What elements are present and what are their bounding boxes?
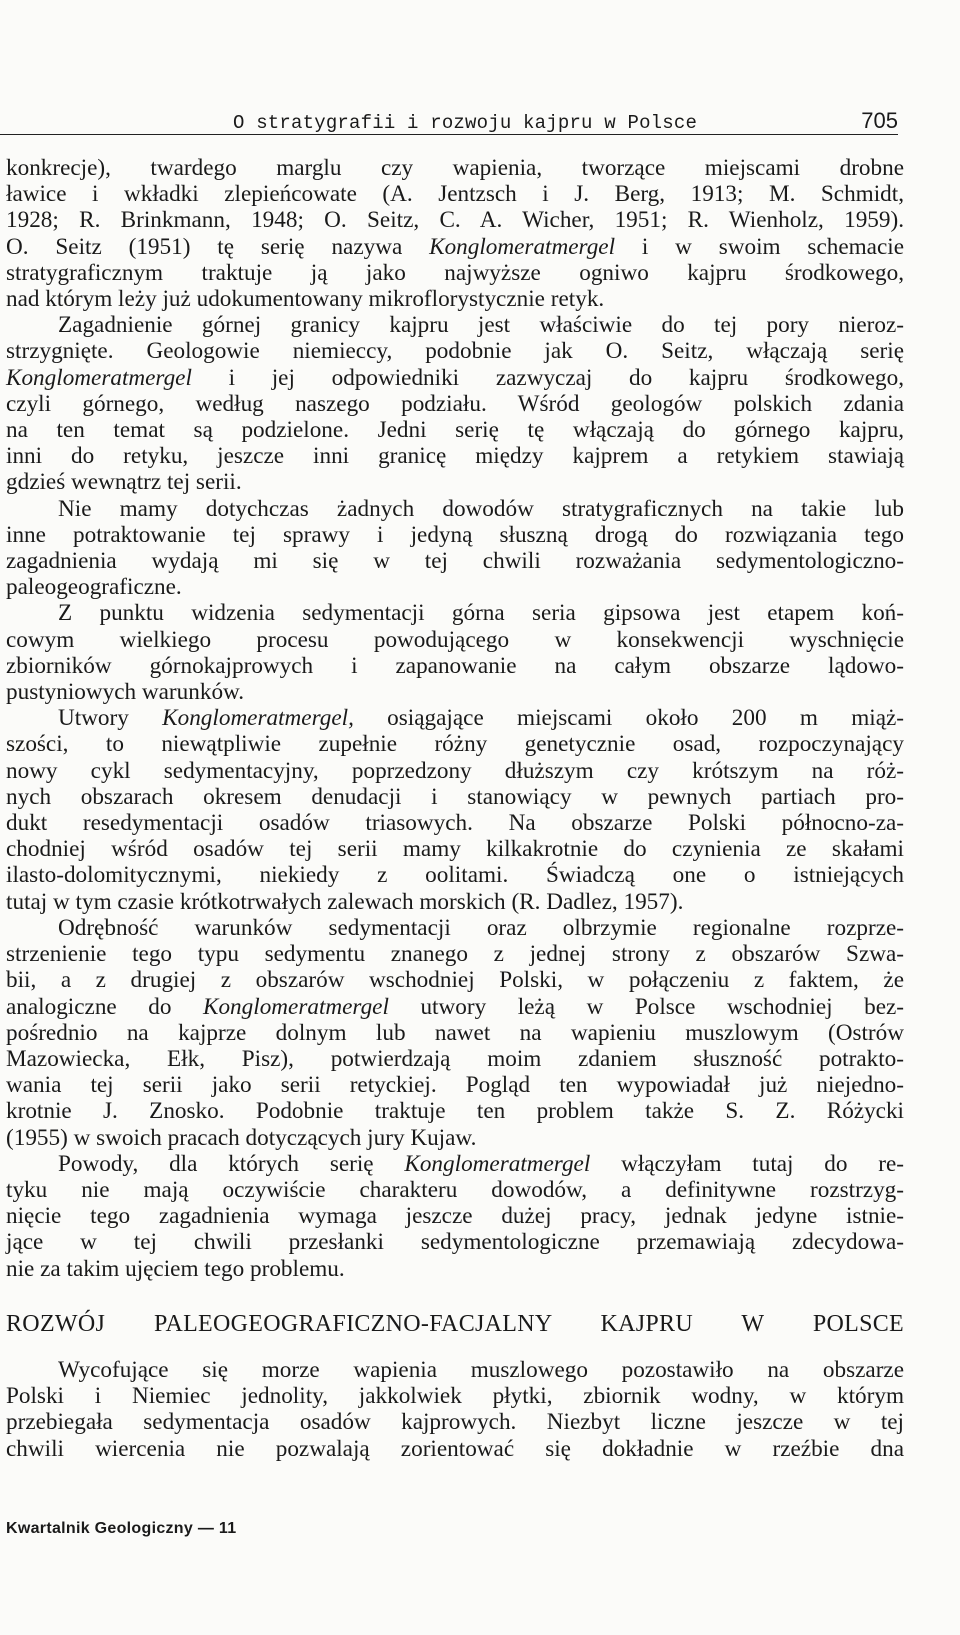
text-line	[6, 181, 904, 207]
text-segment: Zagadnienie górnej granicy kajpru jest właściwie do tej pory nieroz-	[58, 312, 904, 339]
text-line	[6, 260, 904, 286]
text-line	[6, 941, 904, 967]
text-line	[6, 234, 904, 260]
italic-term: Konglomeratmergel	[404, 1150, 591, 1177]
running-header	[0, 98, 898, 135]
text-line	[6, 1151, 904, 1177]
text-segment: (1955) w swoich pracach dotyczących jury Kujaw.	[6, 1124, 477, 1151]
text-segment: krotnie J. Znosko. Podobnie traktuje ten problem także S. Z. Różycki	[6, 1098, 904, 1125]
text-segment: pośrednio na kajprze dolnym lub nawet na wapieniu muszlowym (Ostrów	[6, 1019, 904, 1046]
text-segment: zagadnienia wydają mi się w tej chwili rozważania sedymentologiczno-	[6, 548, 904, 575]
italic-term: Konglomeratmergel,	[162, 705, 354, 732]
section-text	[6, 1357, 904, 1462]
text-segment: analogiczne do	[6, 993, 203, 1020]
text-line	[6, 915, 904, 941]
text-segment: Utwory	[58, 705, 163, 732]
text-segment: ławice i wkładki zlepieńcowate (A. Jentzsch i J. Berg, 1913; M. Schmidt,	[6, 181, 904, 208]
text-segment: strzenienie tego typu sedymentu znanego z jednej strony z obszarów Szwa-	[6, 941, 904, 968]
text-line	[6, 889, 904, 915]
text-segment: strzygnięte. Geologowie niemieccy, podobnie jak O. Seitz, włączają serię	[6, 338, 904, 365]
paragraph	[6, 155, 904, 312]
text-line	[6, 155, 904, 181]
text-line	[6, 286, 904, 312]
text-line	[6, 1203, 904, 1229]
text-line	[6, 391, 904, 417]
text-segment: szości, to niewątpliwie zupełnie różny genetycznie osad, rozpoczynający	[6, 731, 904, 758]
text-line	[6, 679, 904, 705]
text-segment: ilasto-dolomitycznymi, niekiedy z oolitami. Świadczą one o istniejących	[6, 862, 904, 889]
text-line	[6, 338, 904, 364]
text-segment: konkrecje), twardego marglu czy wapienia, tworzące miejscami drobne	[6, 155, 904, 181]
text-segment: i jej odpowiedniki zazwyczaj do kajpru środkowego,	[191, 364, 904, 391]
text-line	[6, 1072, 904, 1098]
text-line: chwili wiercenia nie pozwalają zorientować się dokładnie w rzeźbie dna	[6, 1435, 904, 1462]
body-text	[6, 155, 904, 1282]
text-line	[6, 443, 904, 469]
text-line	[6, 862, 904, 888]
text-line	[6, 967, 904, 993]
text-segment: pustyniowych warunków.	[6, 679, 245, 706]
text-segment: Z punktu widzenia sedymentacji górna seria gipsowa jest etapem koń-	[58, 600, 904, 627]
paragraph	[6, 915, 904, 1151]
text-line	[6, 1046, 904, 1072]
text-line	[6, 758, 904, 784]
paragraph	[6, 496, 904, 601]
text-segment: nych obszarach okresem denudacji i stanowiący w pewnych partiach pro-	[6, 783, 904, 810]
italic-term: Konglomeratmergel	[6, 364, 192, 391]
text-segment: 1928; R. Brinkmann, 1948; O. Seitz, C. A. Wicher, 1951; R. Wienholz, 1959).	[6, 207, 904, 234]
text-line	[6, 705, 904, 731]
text-line	[6, 496, 904, 522]
text-segment: stratygraficznym traktuje ją jako najwyższe ogniwo kajpru środkowego,	[6, 259, 904, 286]
text-line	[6, 312, 904, 338]
text-segment: dukt resedymentacji osadów triasowych. Na obszarze Polski północno-za-	[6, 810, 904, 837]
text-segment: paleogeograficzne.	[6, 574, 182, 601]
paragraph	[6, 705, 904, 915]
text-line	[6, 1177, 904, 1203]
text-segment: tutaj w tym czasie krótkotrwałych zalewach morskich (R. Dadlez, 1957).	[6, 888, 684, 915]
text-line	[6, 417, 904, 443]
text-segment: Mazowiecka, Ełk, Pisz), potwierdzają moim zdaniem słuszność potrakto-	[6, 1045, 904, 1072]
paragraph	[6, 600, 904, 705]
text-line	[6, 1125, 904, 1151]
italic-term: Konglomeratmergel	[203, 993, 389, 1020]
text-segment: inne potraktowanie tej sprawy i jedyną słuszną drogą do rozwiązania tego	[6, 521, 904, 548]
text-line	[6, 810, 904, 836]
text-line	[6, 207, 904, 233]
text-segment: Nie mamy dotychczas żadnych dowodów stratygraficznych na takie lub	[58, 495, 904, 522]
text-line	[6, 994, 904, 1020]
text-line: Polski i Niemiec jednolity, jakkolwiek płytki, zbiornik wodny, w którym	[6, 1383, 904, 1410]
text-segment: cowym wielkiego procesu powodującego w konsekwencji wyschnięcie	[6, 626, 904, 653]
text-segment: Odrębność warunków sedymentacji oraz olbrzymie regionalne rozprze-	[58, 914, 904, 941]
text-line	[6, 548, 904, 574]
text-segment: zbiorników górnokajprowych i zapanowanie na całym obszarze lądowo-	[6, 652, 904, 679]
text-line	[6, 574, 904, 600]
paragraph	[6, 1151, 904, 1282]
text-line	[6, 836, 904, 862]
text-segment: O. Seitz (1951) tę serię nazywa	[6, 233, 430, 260]
text-line: przebiegała sedymentacja osadów kajprowych. Niezbyt liczne jeszcze w tej	[6, 1409, 904, 1436]
text-line	[6, 1256, 904, 1282]
text-segment: włączyłam tutaj do re-	[590, 1150, 904, 1177]
text-segment: nięcie tego zagadnienia wymaga jeszcze dużej pracy, jednak jedyne istnie-	[6, 1203, 904, 1230]
text-segment: nad którym leży już udokumentowany mikroflorystycznie retyk.	[6, 286, 605, 313]
text-segment: Powody, dla których serię	[58, 1150, 405, 1177]
text-line	[6, 653, 904, 679]
text-line	[6, 600, 904, 626]
text-line	[6, 522, 904, 548]
italic-term: Konglomeratmergel	[429, 233, 616, 260]
text-segment: wania tej serii jako serii retyckiej. Pogląd ten wypowiadał już niejedno-	[6, 1072, 904, 1099]
section-heading: ROZWÓJ PALEOGEOGRAFICZNO-FACJALNY KAJPRU W POLSCE	[6, 1311, 904, 1337]
text-line	[6, 469, 904, 495]
text-segment: nowy cykl sedymentacyjny, poprzedzony dłuższym czy krótszym na róż-	[6, 757, 904, 784]
text-line	[6, 1229, 904, 1255]
text-segment: gdzieś wewnątrz tej serii.	[6, 469, 242, 496]
page-number: 705	[861, 108, 898, 133]
text-line: Wycofujące się morze wapienia muszlowego pozostawiło na obszarze	[58, 1357, 904, 1383]
text-segment: i w swoim schemacie	[615, 233, 904, 260]
text-line	[6, 1020, 904, 1046]
text-line	[6, 784, 904, 810]
text-line	[6, 627, 904, 653]
text-segment: czyli górnego, według naszego podziału. Wśród geologów polskich zdania	[6, 390, 904, 417]
text-segment: tyku nie mają oczywiście charakteru dowodów, a definitywne rozstrzyg-	[6, 1176, 904, 1203]
text-segment: bii, a z drugiej z obszarów wschodniej Polski, w połączeniu z faktem, że	[6, 967, 904, 994]
text-line	[6, 731, 904, 757]
text-segment: na ten temat są podzielone. Jedni serię tę włączają do górnego kajpru,	[6, 417, 904, 444]
journal-footer: Kwartalnik Geologiczny — 11	[6, 1520, 237, 1537]
text-line	[6, 1098, 904, 1124]
text-segment: jące w tej chwili przesłanki sedymentologiczne przemawiają zdecydowa-	[6, 1229, 904, 1256]
text-segment: inni do retyku, jeszcze inni granicę między kajprem a retykiem stawiają	[6, 443, 904, 470]
text-segment: osiągające miejscami około 200 m miąż-	[353, 705, 904, 732]
paragraph	[6, 312, 904, 495]
text-segment: utwory leżą w Polsce wschodniej bez-	[388, 993, 904, 1020]
running-title: O stratygrafii i rozwoju kajpru w Polsce	[233, 112, 698, 134]
text-segment: nie za takim ujęciem tego problemu.	[6, 1255, 345, 1282]
text-line	[6, 365, 904, 391]
text-segment: chodniej wśród osadów tej serii mamy kilkakrotnie do czynienia ze skałami	[6, 836, 904, 863]
